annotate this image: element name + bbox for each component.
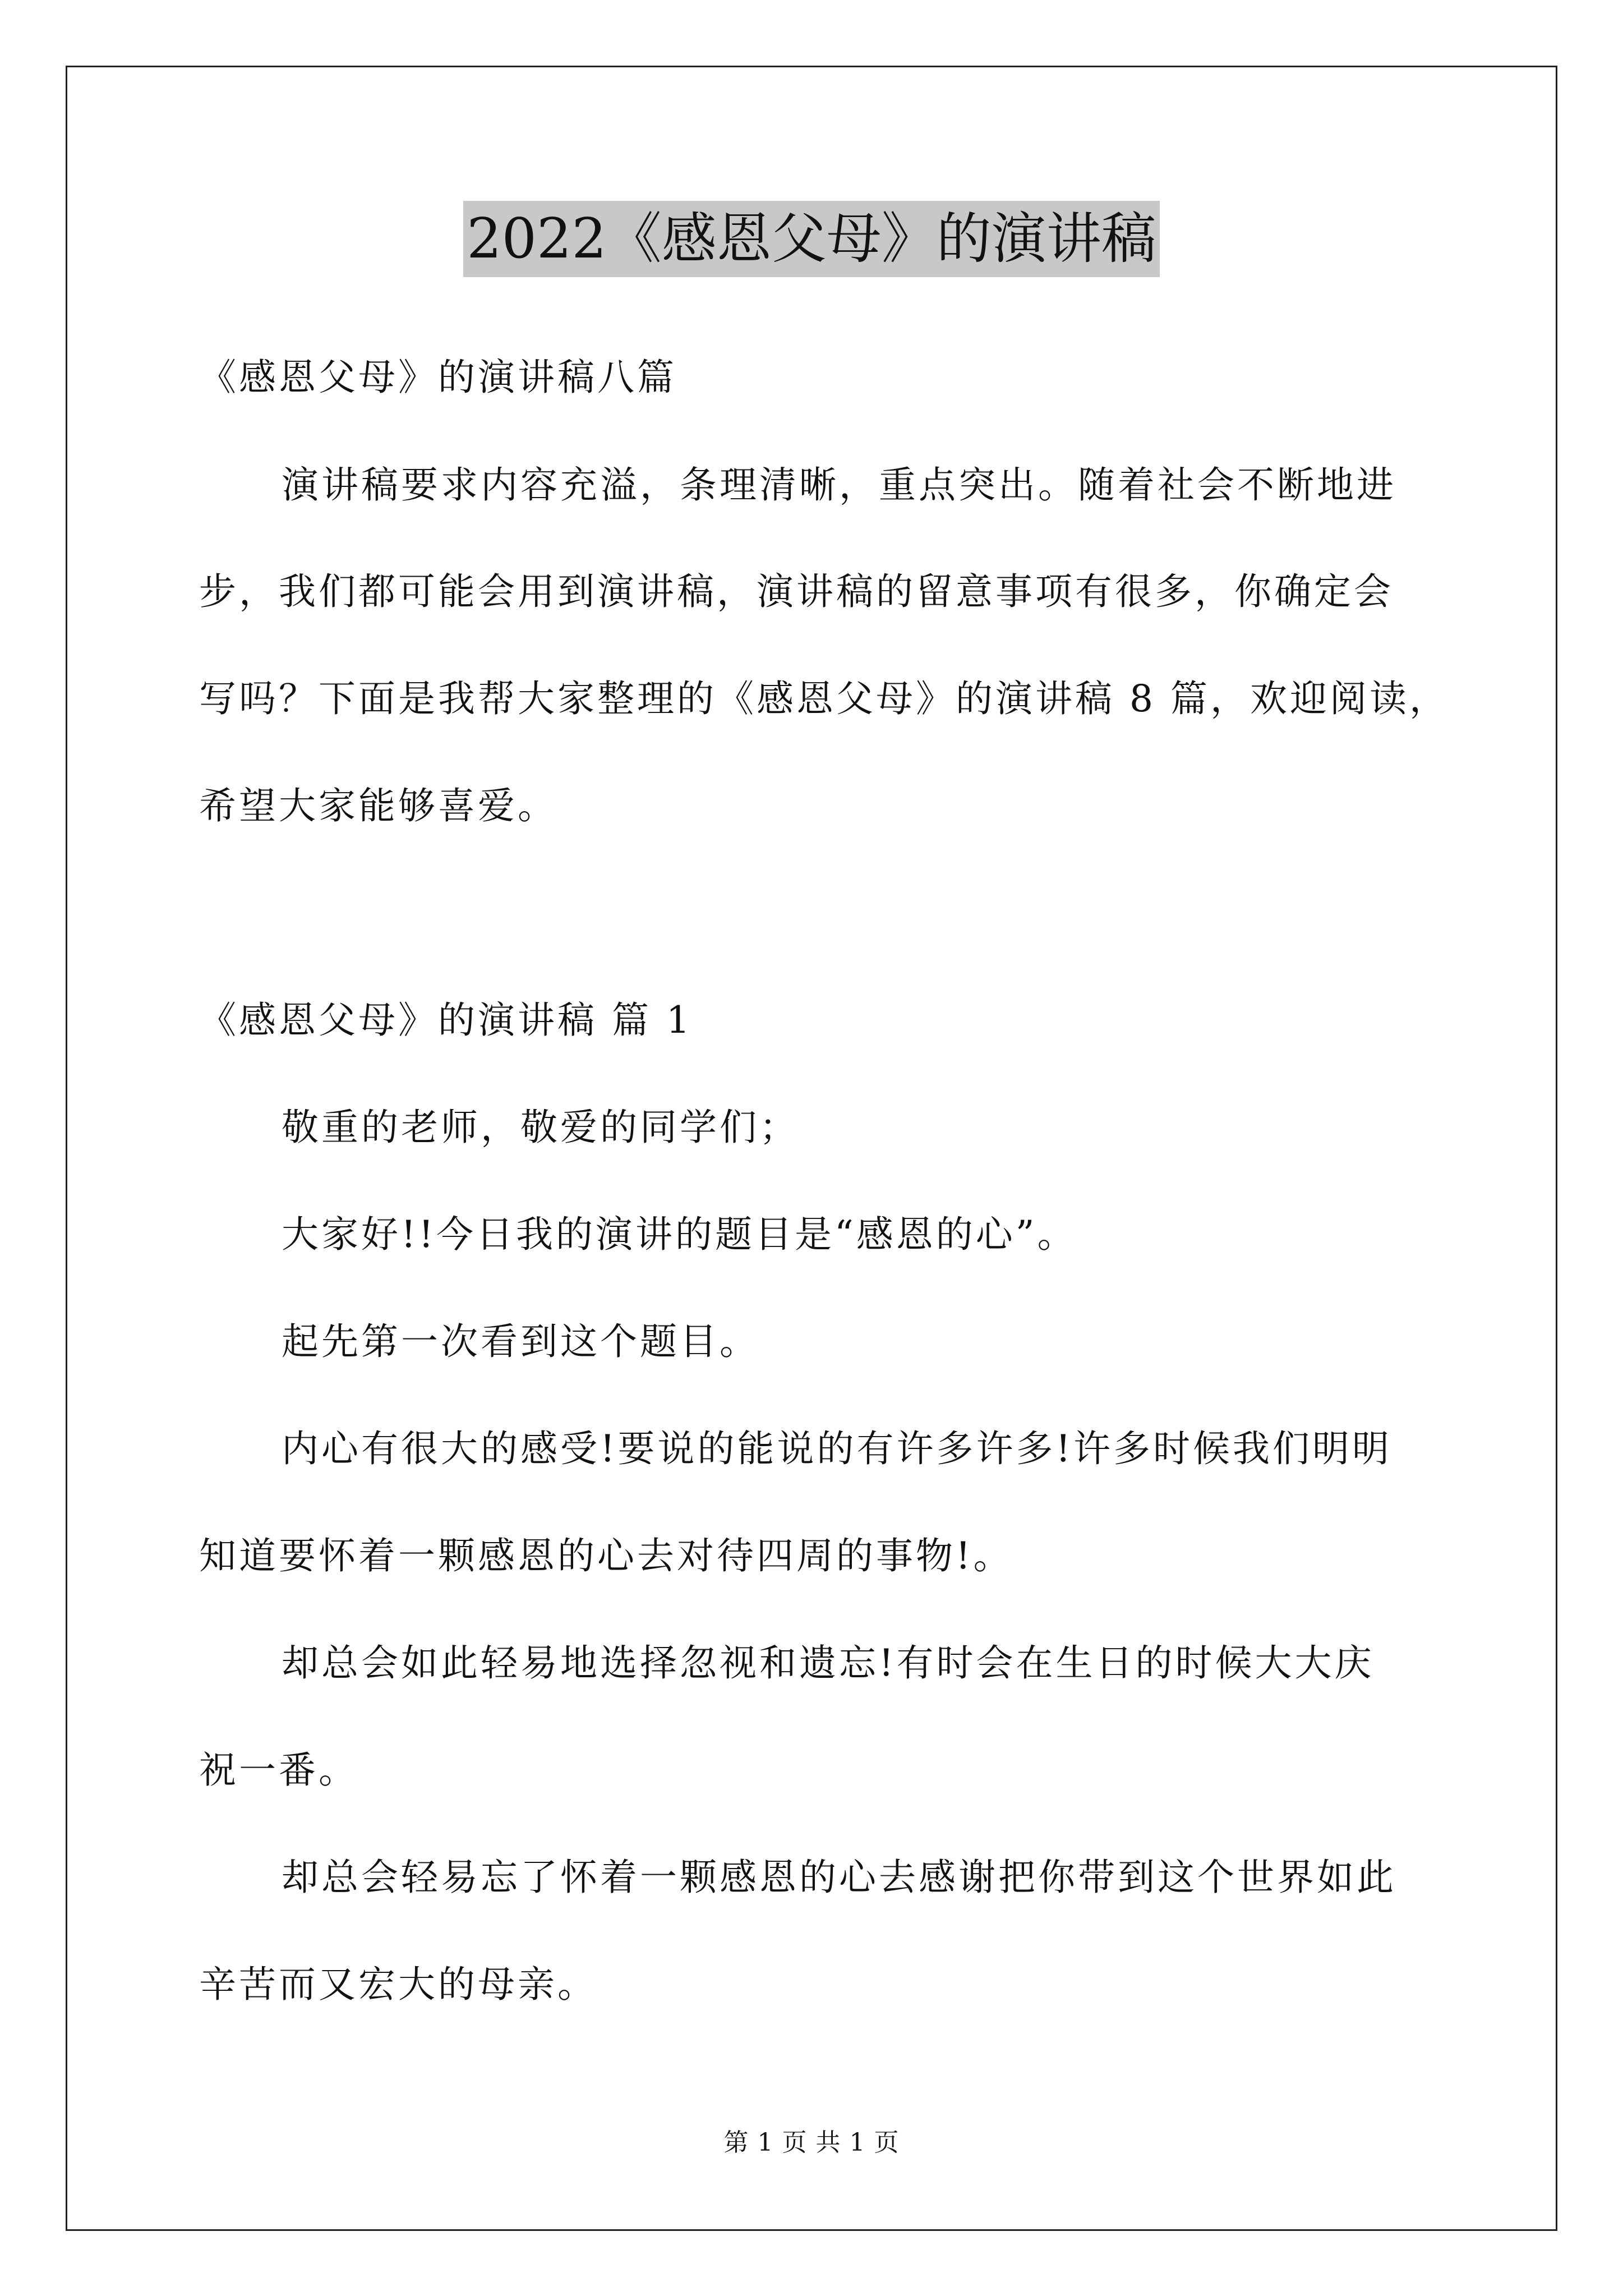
speech-line-1: 敬重的老师，敬爱的同学们； (282, 1106, 799, 1149)
speech-line-7: 祝一番。 (199, 1749, 358, 1792)
speech-line-2: 大家好!!今日我的演讲的题目是“感恩的心”。 (282, 1213, 1077, 1256)
document-title: 2022《感恩父母》的演讲稿 (463, 201, 1159, 277)
intro-paragraph-line-2: 步，我们都可能会用到演讲稿，演讲稿的留意事项有很多，你确定会 (199, 570, 1394, 613)
speech-line-5: 知道要怀着一颗感恩的心去对待四周的事物!。 (199, 1534, 1013, 1577)
speech-line-4: 内心有很大的感受!要说的能说的有许多许多!许多时候我们明明 (282, 1427, 1393, 1470)
title-container (0, 201, 1623, 277)
page-footer: 第 1 页 共 1 页 (723, 2128, 900, 2157)
subtitle-line: 《感恩父母》的演讲稿八篇 (199, 356, 677, 399)
speech-line-3: 起先第一次看到这个题目。 (282, 1320, 759, 1363)
intro-paragraph-line-1: 演讲稿要求内容充溢，条理清晰，重点突出。随着社会不断地进 (282, 463, 1396, 507)
speech-line-8: 却总会轻易忘了怀着一颗感恩的心去感谢把你带到这个世界如此 (282, 1856, 1396, 1899)
intro-paragraph-line-3: 写吗？下面是我帮大家整理的《感恩父母》的演讲稿 8 篇，欢迎阅读， (199, 677, 1449, 720)
speech-line-6: 却总会如此轻易地选择忽视和遗忘!有时会在生日的时候大大庆 (282, 1641, 1375, 1685)
section-heading-1: 《感恩父母》的演讲稿 篇 1 (199, 999, 693, 1042)
intro-paragraph-line-4: 希望大家能够喜爱。 (199, 784, 557, 827)
speech-line-9: 辛苦而又宏大的母亲。 (199, 1963, 597, 2006)
